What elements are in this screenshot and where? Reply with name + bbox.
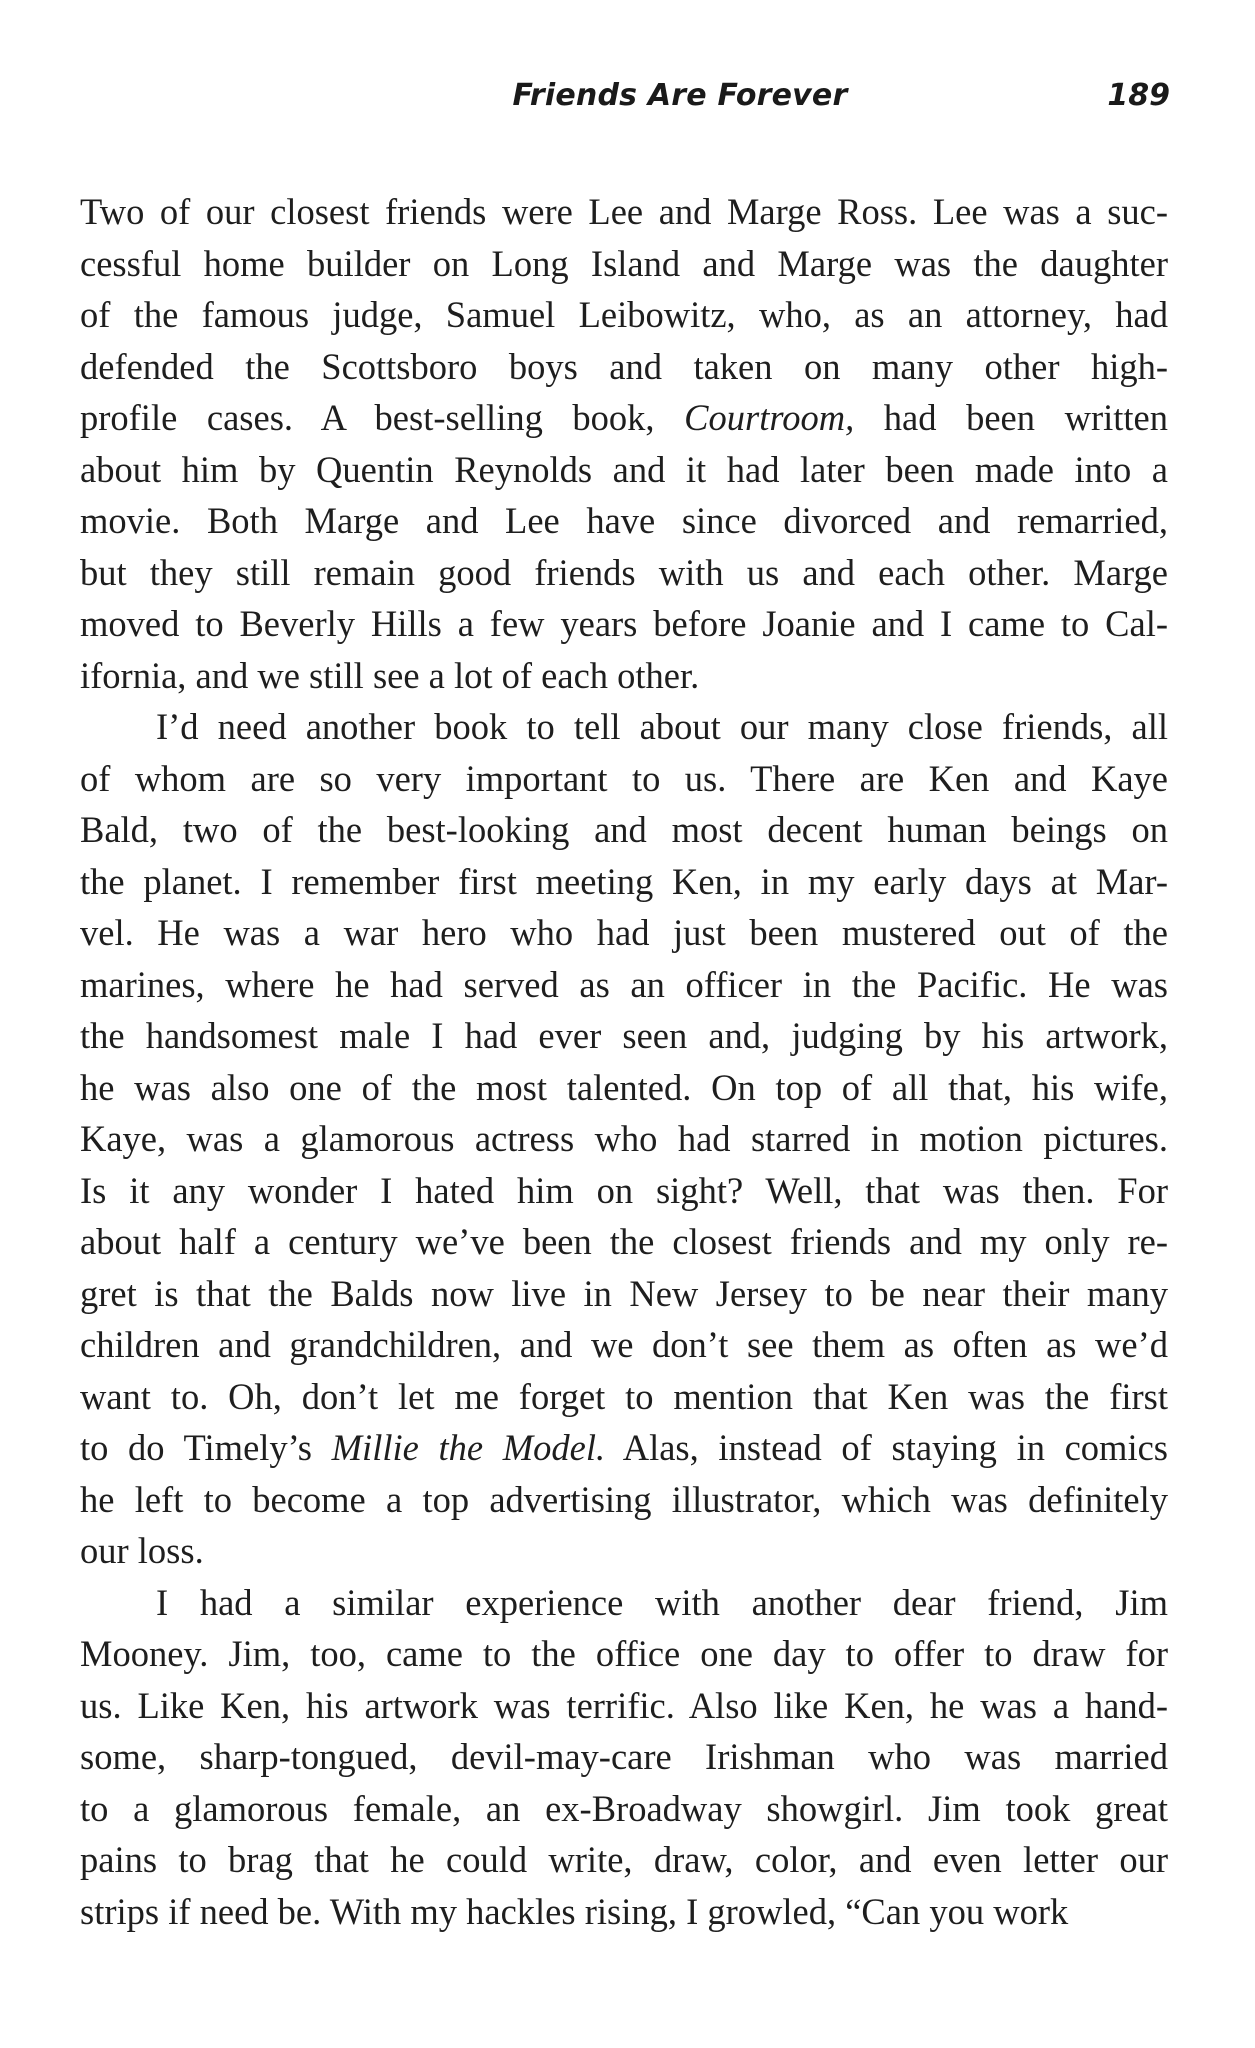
text-line: our loss. xyxy=(80,1530,204,1571)
text-line: I’d need another book to tell about our many close friends, all xyxy=(156,706,1168,747)
paragraph-3 xyxy=(80,1577,1168,1938)
text-line: to a glamorous female, an ex-Broadway showgirl. Jim took great xyxy=(80,1787,1168,1829)
text-line: but they still remain good friends with us and each other. Marge xyxy=(80,551,1168,593)
page-number: 189 xyxy=(1107,78,1170,113)
text-line: I had a similar experience with another dear friend, Jim xyxy=(156,1581,1168,1623)
text-line: pains to brag that he could write, draw, color, and even letter our xyxy=(80,1839,1168,1880)
text-line: of whom are so very important to us. There are Ken and Kaye xyxy=(80,757,1168,799)
text-line: he was also one of the most talented. On top of all that, his wife, xyxy=(80,1066,1168,1108)
text-line: cessful home builder on Long Island and Marge was the daughter xyxy=(80,242,1168,284)
text-line: strips if need be. With my hackles rising, I growled, “Can you work xyxy=(80,1890,1069,1932)
text-line: ifornia, and we still see a lot of each other. xyxy=(80,654,700,696)
italic-title: Courtroom, xyxy=(684,397,855,438)
italic-title: Millie the Model. xyxy=(331,1427,606,1468)
text-line: to do Timely’s Millie the Model. Alas, instead of staying in comics xyxy=(80,1427,1168,1468)
body-text xyxy=(80,186,1168,1937)
text-line: of the famous judge, Samuel Leibowitz, who, as an attorney, had xyxy=(80,294,1168,335)
text-line: the planet. I remember first meeting Ken, in my early days at Mar- xyxy=(80,860,1168,902)
text-line: some, sharp-tongued, devil-may-care Irishman who was married xyxy=(80,1736,1168,1777)
text-line: gret is that the Balds now live in New Jersey to be near their many xyxy=(80,1272,1168,1314)
text-line: Two of our closest friends were Lee and Marge Ross. Lee was a suc- xyxy=(80,191,1168,232)
text-line: moved to Beverly Hills a few years before Joanie and I came to Cal- xyxy=(80,603,1168,644)
text-line: about half a century we’ve been the closest friends and my only re- xyxy=(80,1221,1168,1262)
paragraph-2 xyxy=(80,701,1168,1577)
text-line: about him by Quentin Reynolds and it had later been made into a xyxy=(80,448,1168,490)
text-line: Mooney. Jim, too, came to the office one day to offer to draw for xyxy=(80,1633,1168,1674)
text-line: Kaye, was a glamorous actress who had starred in motion pictures. xyxy=(80,1118,1168,1159)
text-line: want to. Oh, don’t let me forget to mention that Ken was the first xyxy=(80,1375,1168,1417)
chapter-title: Friends Are Forever xyxy=(512,78,848,113)
text-line: movie. Both Marge and Lee have since divorced and remarried, xyxy=(80,500,1168,541)
text-line: vel. He was a war hero who had just been mustered out of the xyxy=(80,912,1168,953)
text-line: he left to become a top advertising illustrator, which was definitely xyxy=(80,1478,1168,1520)
text-line: marines, where he had served as an officer in the Pacific. He was xyxy=(80,963,1168,1005)
text-line: profile cases. A best-selling book, Courtroom, had been written xyxy=(80,397,1168,438)
paragraph-1 xyxy=(80,186,1168,701)
text-line: defended the Scottsboro boys and taken on many other high- xyxy=(80,345,1168,387)
text-line: the handsomest male I had ever seen and, judging by his artwork, xyxy=(80,1015,1168,1056)
text-line: Bald, two of the best-looking and most decent human beings on xyxy=(80,809,1168,850)
running-head xyxy=(80,78,1170,128)
text-line: us. Like Ken, his artwork was terrific. Also like Ken, he was a hand- xyxy=(80,1684,1168,1726)
text-line: Is it any wonder I hated him on sight? Well, that was then. For xyxy=(80,1169,1168,1211)
text-line: children and grandchildren, and we don’t see them as often as we’d xyxy=(80,1324,1168,1365)
